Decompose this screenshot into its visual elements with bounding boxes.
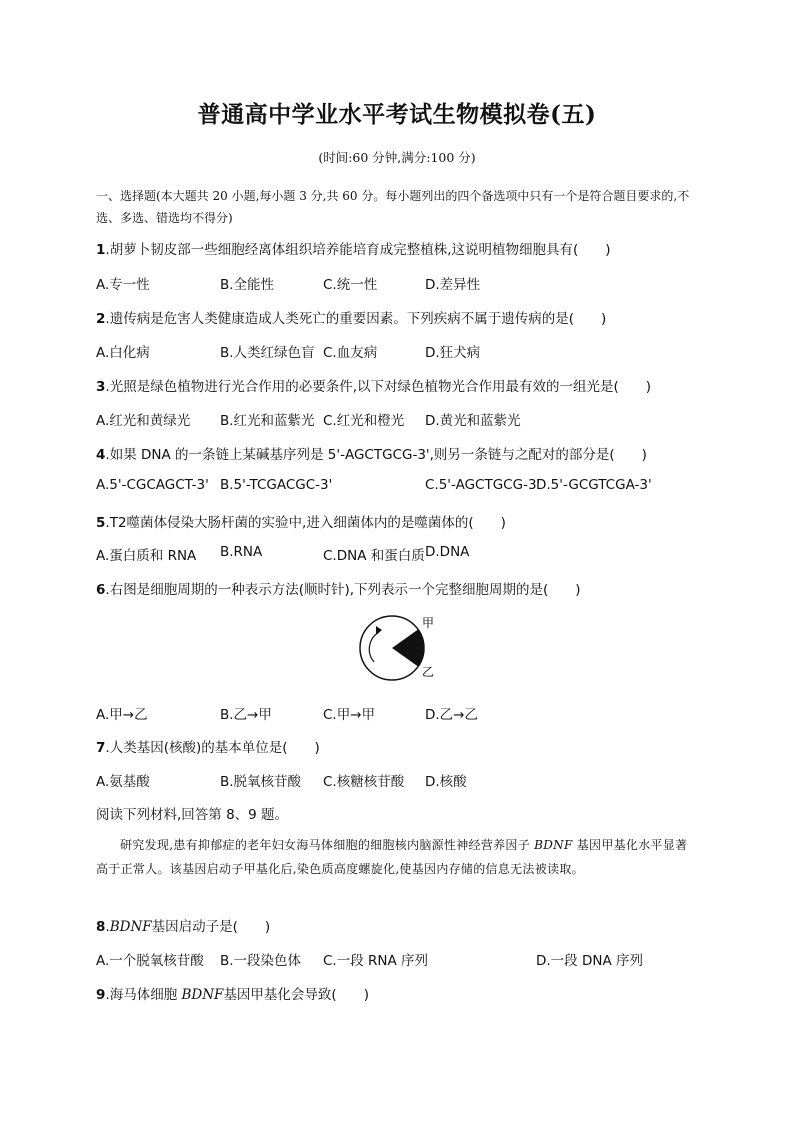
question-8: 8.BDNF基因启动子是( ) [96,919,271,935]
gene-name: BDNF [181,987,224,1003]
question-text: .遗传病是危害人类健康造成人类死亡的重要因素。下列疾病不属于遗传病的是( ) [105,311,607,327]
option-c: C.核糖核苷酸 [323,774,405,790]
gene-name: BDNF [534,838,573,852]
option-b: B.乙→甲 [220,707,272,723]
question-number: 6 [96,582,106,598]
option-b: B.5'-TCGACGC-3' [220,477,333,493]
option-d: D.黄光和蓝紫光 [425,413,521,429]
option-c: C.血友病 [323,345,378,361]
question-number: 2 [96,311,106,327]
option-d: D.一段 DNA 序列 [536,953,643,969]
option-a: A.氨基酸 [96,774,150,790]
question-text: 基因甲基化会导致( ) [223,987,369,1003]
question-4 [96,443,647,463]
option-d: D.差异性 [425,277,481,293]
question-text: .右图是细胞周期的一种表示方法(顺时针),下列表示一个完整细胞周期的是( ) [105,582,581,598]
option-a: A.专一性 [96,277,150,293]
option-d: D.5'-GCGTCGA-3' [536,477,652,493]
question-9: 9.海马体细胞 BDNF基因甲基化会导致( ) [96,987,369,1003]
option-c: C.DNA 和蛋白质 [323,548,425,564]
arrow-head-icon [376,626,382,635]
question-number: 3 [96,379,106,395]
question-number: 4 [96,447,106,463]
option-d: D.核酸 [425,774,467,790]
question-5 [96,511,506,531]
page-title: 普通高中学业水平考试生物模拟卷(五) [197,101,597,128]
option-b: B.RNA [220,544,263,560]
question-number: 7 [96,740,106,756]
option-a: A.甲→乙 [96,707,148,723]
question-text: .光照是绿色植物进行光合作用的必要条件,以下对绿色植物光合作用最有效的一组光是( ) [105,379,652,395]
question-text: .如果 DNA 的一条链上某碱基序列是 5'-AGCTGCG-3',则另一条链与之配对的部分是( ) [105,447,647,463]
option-d: D.DNA [425,544,470,560]
division-phase-sector [392,630,424,667]
option-d: D.狂犬病 [425,345,481,361]
gene-name: BDNF [109,919,152,935]
option-a: A.红光和黄绿光 [96,413,191,429]
option-b: B.一段染色体 [220,953,302,969]
option-b: B.脱氧核苷酸 [220,774,302,790]
question-number: 5 [96,515,106,531]
reading-passage: 研究发现,患有抑郁症的老年妇女海马体细胞的细胞核内脑源性神经营养因子 BDNF 基因甲基化水平显著高于正常人。该基因启动子甲基化后,染色质高度螺旋化,使基因内存储的信息无法被读取。 [96,838,688,876]
option-c: C.统一性 [323,277,378,293]
question-7 [96,736,320,756]
section-heading: 一、选择题(本大题共 20 小题,每小题 3 分,共 60 分。每小题列出的四个备选项中只有一个是符合题目要求的,不选、多选、错选均不得分) [96,189,690,225]
cell-cycle-diagram [352,610,452,690]
option-c: C.5'-AGCTGCG-3' [425,477,541,493]
question-6 [96,578,581,598]
question-text: .人类基因(核酸)的基本单位是( ) [105,740,320,756]
option-c: C.一段 RNA 序列 [323,953,429,969]
question-number: 9 [96,987,106,1003]
question-text: .T2噬菌体侵染大肠杆菌的实验中,进入细菌体内的是噬菌体的( ) [105,515,506,531]
option-a: A.蛋白质和 RNA [96,548,197,564]
question-3 [96,375,651,395]
question-text: 基因启动子是( ) [151,919,271,935]
question-text: .胡萝卜韧皮部一些细胞经离体组织培养能培育成完整植株,这说明植物细胞具有( ) [105,242,611,258]
question-2 [96,307,606,327]
clockwise-arrow [369,632,379,662]
option-b: B.人类红绿色盲 [220,345,315,361]
option-c: C.红光和橙光 [323,413,405,429]
label-jia: 甲 [422,616,435,630]
page-subtitle: (时间:60 分钟,满分:100 分) [318,150,476,165]
option-a: A.白化病 [96,345,150,361]
option-a: A.一个脱氧核苷酸 [96,953,204,969]
option-a: A.5'-CGCAGCT-3' [96,477,209,493]
question-number: 1 [96,242,106,258]
label-yi: 乙 [422,665,435,679]
option-c: C.甲→甲 [323,707,376,723]
option-b: B.红光和蓝紫光 [220,413,315,429]
option-b: B.全能性 [220,277,275,293]
question-number: 8 [96,919,106,935]
question-1 [96,238,611,258]
reading-instruction: 阅读下列材料,回答第 8、9 题。 [96,807,289,823]
option-d: D.乙→乙 [425,707,478,723]
